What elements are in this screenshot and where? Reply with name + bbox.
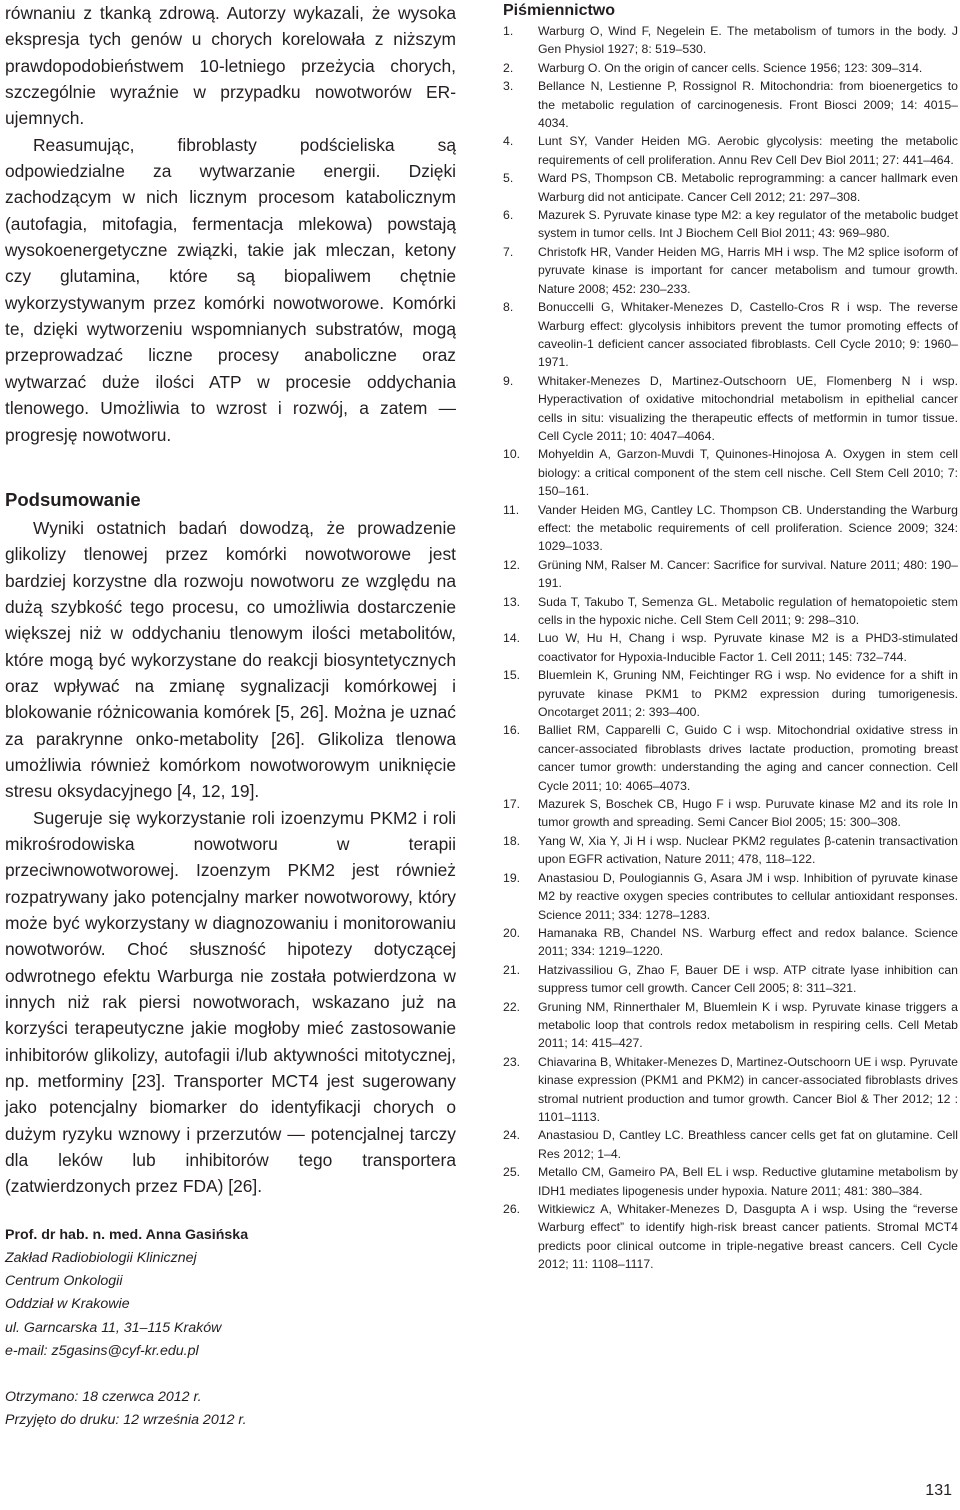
reference-item [503, 556, 958, 593]
reference-item [503, 593, 958, 630]
reference-text: Luo W, Hu H, Chang i wsp. Pyruvate kinase M2 is a PHD3-stimulated coactivator for Hypoxia-Inducible Factor 1. Cell 2011; 145: 732–744. [538, 631, 958, 664]
reference-number: 5. [503, 171, 514, 186]
reference-text: Balliet RM, Capparelli C, Guido C i wsp. Mitochondrial oxidative stress in cancer-associated fibroblasts drives lactate production, promoting breast cancer tumor growth: understanding the aging and cancer connection. Cell Cycle 2011; 10: 4065–4073. [538, 723, 958, 793]
reference-text: Grüning NM, Ralser M. Cancer: Sacrifice for survival. Nature 2011; 480: 190–191. [538, 557, 958, 591]
reference-number: 2. [503, 60, 514, 75]
reference-item [503, 961, 958, 998]
reference-text: Anastasiou D, Poulogiannis G, Asara JM i wsp. Inhibition of pyruvate kinase M2 by reactive oxygen species contributes to cellular antioxidant responses. Science 2011; 334: 1278–1283. [538, 870, 958, 922]
reference-item [503, 924, 958, 961]
reference-text: Whitaker-Menezes D, Martinez-Outschoorn UE, Flomenberg N i wsp. Hyperactivation of oxidative mitochondrial metabolism in epithelial cancer cells in situ: visualizing the therapeutic effects of metformin in tumor tissue. Cell Cycle 2011; 10: 4047–4064. [538, 373, 958, 443]
author-affiliation: Centrum Onkologii [5, 1273, 123, 1290]
reference-number: 25. [503, 1165, 521, 1180]
author-name: Prof. dr hab. n. med. Anna Gasińska [5, 1226, 249, 1243]
reference-number: 3. [503, 79, 514, 94]
reference-number: 13. [503, 594, 521, 609]
reference-number: 21. [503, 962, 521, 977]
reference-number: 16. [503, 723, 521, 738]
reference-item [503, 22, 958, 59]
accepted-date: Przyjęto do druku: 12 września 2012 r. [5, 1412, 247, 1429]
reference-number: 7. [503, 244, 514, 259]
right-column [503, 0, 958, 1274]
reference-number: 17. [503, 797, 521, 812]
reference-item [503, 666, 958, 721]
reference-number: 12. [503, 557, 521, 572]
reference-text: Warburg O. On the origin of cancer cells. Science 1956; 123: 309–314. [538, 60, 923, 75]
references-list [503, 22, 958, 1274]
author-block [5, 1224, 456, 1433]
reference-item [503, 445, 958, 500]
reference-number: 23. [503, 1054, 521, 1069]
reference-item [503, 169, 958, 206]
summary-paragraph: Sugeruje się wykorzystanie roli izoenzymu PKM2 i roli mikrośrodowiska nowotworu w terapii przeciwnowotworowej. Izoenzym PKM2 jest również rozpatrywany jako potencjalny marker nowotworowy, który może być wykorzystany w diagnozowaniu i monitorowaniu nowotworów. Choć słuszność hipotezy dotyczącej odwrotnego efektu Warburga nie została potwierdzona w innych niż rak piersi nowotworach, wskazano już na korzyści terapeutyczne jakie mogłoby mieć zastosowanie inhibitorów glikolizy, autofagii i/lub aktywności mitotycznej, np. metforminy [23]. Transporter MCT4 jest sugerowany jako potencjalny biomarker do identyfikacji chorych o dużym ryzyku wznowy i przerzutów — potencjalnej tarczy dla leków lub inhibitorów tego transportera (zatwierdzonych przez FDA) [26]. [5, 807, 456, 1197]
reference-number: 18. [503, 833, 521, 848]
reference-item [503, 832, 958, 869]
reference-text: Suda T, Takubo T, Semenza GL. Metabolic regulation of hematopoietic stem cells in the hypoxic niche. Cell Stem Cell 2011; 9: 298–310. [538, 594, 958, 627]
references-heading: Piśmiennictwo [503, 2, 616, 19]
reference-item [503, 869, 958, 924]
reference-text: Mazurek S, Boschek CB, Hugo F i wsp. Puruvate kinase M2 and its role In tumor growth and spreading. Semi Cancer Biol 2005; 15: 300–308. [538, 797, 958, 830]
summary-paragraph: Wyniki ostatnich badań dowodzą, że prowadzenie glikolizy tlenowej przez komórki nowotworowe jest bardziej korzystne dla rozwoju nowotworu ze względu na dużą szybkość tego procesu, co umożliwia dostarczenie większej niż w oddychaniu tlenowym ilości metabolitów, które mogą być wykorzystane do reakcji biosyntetycznych oraz wpływać na zmianę sygnalizacji komórkowej i blokowanie różnicowania komórek [5, 26]. Można je uznać za parakrynne onko-metabolity [26]. Glikoliza tlenowa umożliwia również komórkom nowotworowym uniknięcie stresu oksydacyjnego [4, 12, 19]. [5, 517, 456, 802]
reference-number: 9. [503, 373, 514, 388]
reference-number: 8. [503, 300, 514, 315]
reference-item [503, 795, 958, 832]
left-column [5, 0, 456, 1432]
reference-number: 6. [503, 208, 514, 223]
reference-item [503, 59, 958, 77]
author-email[interactable]: e-mail: z5gasins@cyf-kr.edu.pl [5, 1342, 199, 1359]
reference-text: Yang W, Xia Y, Ji H i wsp. Nuclear PKM2 regulates β-catenin transactivation upon EGFR activation, Nature 2011; 478, 118–122. [538, 833, 958, 867]
reference-number: 14. [503, 631, 521, 646]
reference-number: 24. [503, 1128, 521, 1143]
reference-text: Metallo CM, Gameiro PA, Bell EL i wsp. Reductive glutamine metabolism by IDH1 mediates lipogenesis under hypoxia. Nature 2011; 481: 380–384. [538, 1165, 958, 1198]
reference-text: Gruning NM, Rinnerthaler M, Bluemlein K i wsp. Pyruvate kinase triggers a metabolic loop that controls redox metabolism in respiring cells. Cell Metab 2011; 14: 415–427. [538, 999, 958, 1051]
reference-item [503, 721, 958, 795]
reference-number: 26. [503, 1202, 521, 1216]
body-paragraph: równaniu z tkanką zdrową. Autorzy wykazali, że wysoka ekspresja tych genów u chorych korelowała z niższym prawdopodobieństwem 10-letniego przeżycia chorych, szczególnie wyraźnie w przypadku nowotworów ER-ujemnych. [5, 3, 456, 129]
reference-text: Mazurek S. Pyruvate kinase type M2: a key regulator of the metabolic budget system in tumor cells. Int J Biochem Cell Biol 2011; 43: 969–980. [538, 208, 958, 241]
reference-text: Lunt SY, Vander Heiden MG. Aerobic glycolysis: meeting the metabolic requirements of cell proliferation. Annu Rev Cell Dev Biol 2011; 27: 441–464. [538, 134, 958, 167]
reference-item [503, 206, 958, 243]
reference-item [503, 1200, 958, 1274]
reference-item [503, 1163, 958, 1200]
section-heading-summary: Podsumowanie [5, 488, 141, 510]
reference-number: 1. [503, 24, 514, 38]
reference-text: Mohyeldin A, Garzon-Muvdi T, Quinones-Hinojosa A. Oxygen in stem cell biology: a critical component of the stem cell nische. Cell Stem Cell 2010; 7: 150–161. [538, 447, 958, 499]
reference-text: Bluemlein K, Gruning NM, Feichtinger RG i wsp. No evidence for a shift in pyruvate kinase PKM1 to PKM2 expression during tumorigenesis. Oncotarget 2011; 2: 393–400. [538, 668, 958, 720]
reference-text: Bonuccelli G, Whitaker-Menezes D, Castello-Cros R i wsp. The reverse Warburg effect: glycolysis inhibitors prevent the tumor promoting effects of caveolin-1 deficient cancer associated fibroblasts. Cell Cycle 2010; 9: 1960–1971. [538, 300, 958, 370]
received-date: Otrzymano: 18 czerwca 2012 r. [5, 1389, 202, 1405]
reference-item [503, 1126, 958, 1163]
page-number: 131 [925, 1482, 952, 1499]
reference-number: 4. [503, 134, 514, 149]
reference-number: 11. [503, 502, 520, 517]
reference-item [503, 1053, 958, 1127]
reference-item [503, 298, 958, 372]
author-affiliation: Oddział w Krakowie [5, 1296, 130, 1313]
reference-item [503, 998, 958, 1053]
body-paragraph: Reasumując, fibroblasty podścieliska są odpowiedzialne za wytwarzanie energii. Dzięki zachodzącym w nich licznym procesom katabolicznym (autofagia, mitofagia, fermentacja mlekowa) powstają wysokoenergetyczne związki, takie jak mleczan, ketony czy glutamina, które są biopaliwem chętnie wykorzystywanym przez komórki nowotworowe. Komórki te, dzięki wytworzeniu wspomnianych substratów, mogą przeprowadzać liczne procesy anaboliczne oraz wytwarzać duże ilości ATP w procesie oddychania tlenowego. Umożliwia to wzrost i rozwój, a zatem — progresję nowotworu. [5, 134, 456, 445]
reference-number: 22. [503, 999, 521, 1014]
reference-text: Vander Heiden MG, Cantley LC. Thompson CB. Understanding the Warburg effect: the metabolic requirements of cell proliferation. Science 2009; 324: 1029–1033. [538, 502, 958, 554]
reference-item [503, 77, 958, 132]
reference-text: Christofk HR, Vander Heiden MG, Harris MH i wsp. The M2 splice isoform of pyruvate kinase is important for cancer metabolism and tumour growth. Nature 2008; 452: 230–233. [538, 244, 958, 296]
reference-text: Ward PS, Thompson CB. Metabolic reprogramming: a cancer hallmark even Warburg did not anticipate. Cancer Cell 2012; 21: 297–308. [538, 171, 958, 204]
author-address: ul. Garncarska 11, 31–115 Kraków [5, 1319, 222, 1336]
reference-text: Anastasiou D, Cantley LC. Breathless cancer cells get fat on glutamine. Cell Res 2012; 1–4. [538, 1128, 958, 1161]
reference-item [503, 132, 958, 169]
reference-number: 15. [503, 668, 521, 683]
reference-text: Hamanaka RB, Chandel NS. Warburg effect and redox balance. Science 2011; 334: 1219–1220. [538, 925, 958, 959]
reference-item [503, 372, 958, 446]
reference-text: Bellance N, Lestienne P, Rossignol R. Mitochondria: from bioenergetics to the metabolic regulation of carcinogenesis. Front Biosci 2009; 14: 4015–4034. [538, 79, 958, 131]
reference-number: 19. [503, 870, 521, 885]
reference-item [503, 243, 958, 298]
reference-text: Hatzivassiliou G, Zhao F, Bauer DE i wsp. ATP citrate lyase inhibition can suppress tumor cell growth. Cancer Cell 2005; 8: 311–321. [538, 962, 958, 996]
reference-item [503, 629, 958, 666]
reference-number: 10. [503, 447, 521, 462]
reference-item [503, 501, 958, 556]
reference-text: Warburg O, Wind F, Negelein E. The metabolism of tumors in the body. J Gen Physiol 1927; 8: 519–530. [538, 24, 958, 57]
reference-text: Chiavarina B, Whitaker-Menezes D, Martinez-Outschoorn UE i wsp. Pyruvate kinase expression (PKM1 and PKM2) in cancer-associated fibroblasts drives stromal nutrient production and tumor growth. Cancer Biol & Ther 2012; 12 : 1101–1113. [538, 1054, 958, 1124]
reference-number: 20. [503, 925, 521, 940]
reference-text: Witkiewicz A, Whitaker-Menezes D, Dasgupta A i wsp. Using the “reverse Warburg effect” to identify high-risk breast cancer patients. Stromal MCT4 predicts poor clinical outcome in triple-negative breast cancers. Cell Cycle 2012; 11: 1108–1117. [538, 1202, 958, 1272]
author-affiliation: Zakład Radiobiologii Klinicznej [5, 1249, 197, 1266]
